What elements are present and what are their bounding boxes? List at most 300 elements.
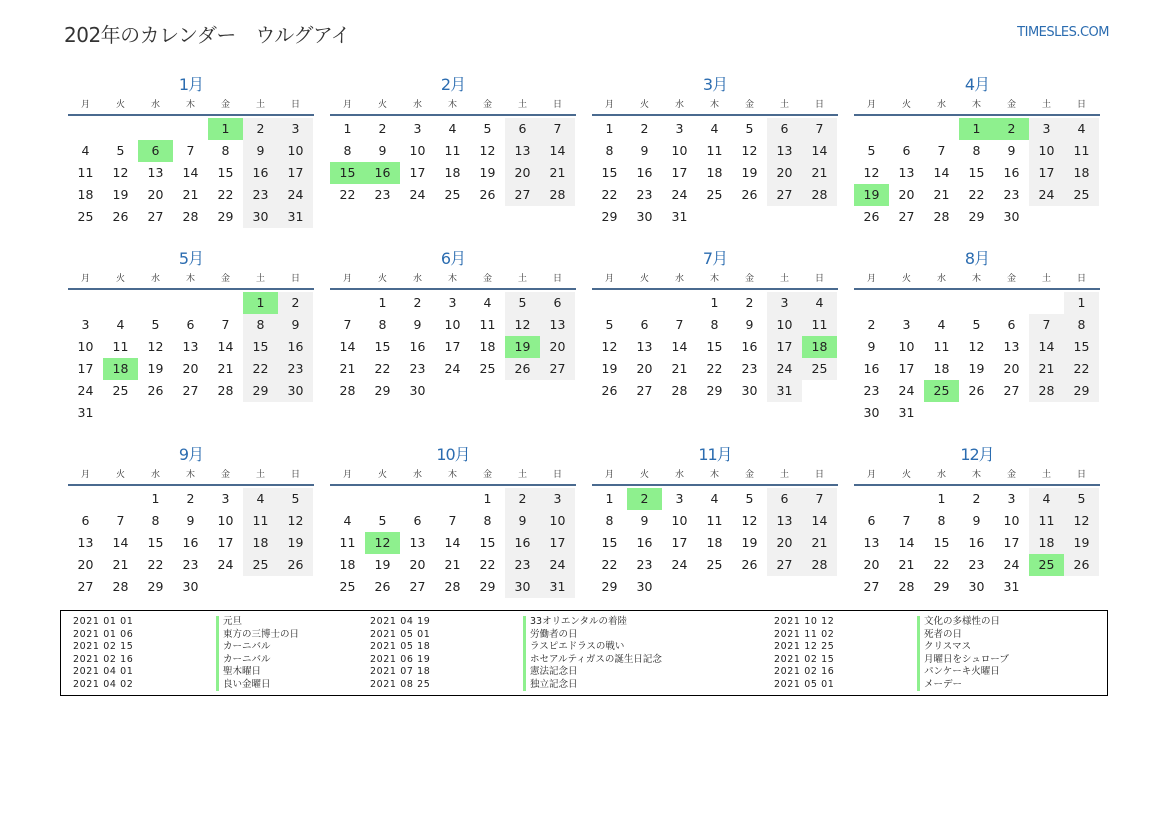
day-cell: 5: [151, 317, 160, 332]
weekday-label: 土: [1041, 274, 1051, 284]
weekday-label: 月: [342, 470, 352, 480]
day-cell: 16: [409, 339, 426, 354]
site-link[interactable]: TIMESLES.COM: [1017, 25, 1109, 40]
day-cell: 10: [278, 140, 313, 162]
weekday-label: 木: [185, 470, 195, 480]
day-cell: 21: [1029, 358, 1064, 380]
weekday-label: 木: [971, 274, 981, 284]
day-cell: 6: [413, 513, 422, 528]
day-cell: 24: [540, 554, 575, 576]
day-cell: 11: [479, 317, 496, 332]
weekday-label: 土: [255, 274, 265, 284]
day-cell: 30: [243, 206, 278, 228]
day-grid: [854, 486, 1100, 598]
day-cell: 4: [710, 121, 719, 136]
day-cell: 26: [968, 383, 985, 398]
day-cell: 11: [706, 143, 723, 158]
holiday-date: 2021 04 01: [73, 666, 134, 677]
day-cell: 8: [243, 314, 278, 336]
day-cell: 5: [378, 513, 387, 528]
holiday-day-cell: 1: [243, 292, 278, 314]
weekday-header: [330, 96, 576, 116]
day-cell: 13: [77, 535, 94, 550]
day-cell: 25: [339, 579, 356, 594]
day-cell: 12: [278, 510, 313, 532]
holiday-name: 東方の三博士の日: [216, 629, 299, 642]
empty-cell: [924, 118, 959, 140]
day-cell: 18: [706, 535, 723, 550]
day-cell: 30: [636, 579, 653, 594]
weekday-label: 金: [744, 100, 754, 110]
holiday-day-cell: 19: [505, 336, 540, 358]
day-cell: 13: [409, 535, 426, 550]
weekday-label: 水: [412, 470, 422, 480]
day-cell: 25: [112, 383, 129, 398]
day-cell: 28: [217, 383, 234, 398]
day-cell: 14: [182, 165, 199, 180]
month-title: 12月: [960, 445, 994, 464]
month-title: 6月: [440, 249, 466, 268]
holiday-column: [370, 616, 690, 691]
day-cell: 7: [448, 513, 457, 528]
day-grid: [592, 486, 838, 598]
day-cell: 26: [112, 209, 129, 224]
weekday-header: [68, 270, 314, 290]
day-cell: 17: [671, 535, 688, 550]
weekday-label: 木: [447, 100, 457, 110]
day-cell: 1: [605, 491, 614, 506]
holiday-name: 文化の多様性の日: [917, 616, 1000, 629]
weekday-label: 月: [604, 274, 614, 284]
day-cell: 6: [505, 118, 540, 140]
day-cell: 29: [217, 209, 234, 224]
day-cell: 3: [675, 491, 684, 506]
day-cell: 3: [221, 491, 230, 506]
weekday-label: 月: [866, 100, 876, 110]
empty-cell: [889, 118, 924, 140]
day-cell: 14: [1029, 336, 1064, 358]
day-cell: 11: [706, 513, 723, 528]
day-cell: 17: [540, 532, 575, 554]
day-cell: 5: [605, 317, 614, 332]
day-cell: 2: [867, 317, 876, 332]
weekday-label: 金: [1006, 100, 1016, 110]
holiday-date: 2021 11 02: [774, 628, 835, 640]
day-cell: 20: [863, 557, 880, 572]
day-cell: 10: [671, 513, 688, 528]
day-cell: 1: [605, 121, 614, 136]
empty-cell: [173, 118, 208, 140]
holiday-name: 月曜日をシュローブ: [917, 654, 1009, 667]
weekday-label: 土: [517, 100, 527, 110]
day-cell: 16: [243, 162, 278, 184]
day-cell: 16: [636, 165, 653, 180]
empty-cell: [662, 292, 697, 314]
day-cell: 23: [278, 358, 313, 380]
weekday-label: 水: [936, 470, 946, 480]
weekday-label: 木: [709, 470, 719, 480]
day-cell: 25: [77, 209, 94, 224]
day-cell: 14: [898, 535, 915, 550]
holiday-row: [370, 616, 690, 629]
day-cell: 15: [243, 336, 278, 358]
weekday-header: [592, 466, 838, 486]
day-cell: 2: [972, 491, 981, 506]
month-8: [854, 248, 1100, 424]
day-cell: 16: [636, 535, 653, 550]
holiday-name: 元旦: [216, 616, 242, 629]
day-cell: 9: [640, 143, 649, 158]
day-cell: 29: [1064, 380, 1099, 402]
empty-cell: [365, 488, 400, 510]
day-cell: 26: [505, 358, 540, 380]
holiday-date: 2021 12 25: [774, 641, 835, 652]
holiday-day-cell: 18: [802, 336, 837, 358]
day-cell: 20: [505, 162, 540, 184]
day-cell: 1: [710, 295, 719, 310]
month-11: [592, 444, 838, 598]
day-cell: 2: [413, 295, 422, 310]
day-cell: 30: [863, 405, 880, 420]
day-cell: 6: [540, 292, 575, 314]
day-cell: 28: [339, 383, 356, 398]
weekday-label: 月: [80, 470, 90, 480]
day-cell: 15: [1064, 336, 1099, 358]
day-cell: 28: [444, 579, 461, 594]
day-cell: 20: [182, 361, 199, 376]
day-cell: 31: [1003, 579, 1020, 594]
day-cell: 23: [863, 383, 880, 398]
day-cell: 13: [1003, 339, 1020, 354]
day-cell: 10: [1029, 140, 1064, 162]
day-cell: 22: [1064, 358, 1099, 380]
empty-cell: [103, 292, 138, 314]
day-cell: 7: [116, 513, 125, 528]
weekday-label: 金: [1006, 274, 1016, 284]
day-cell: 17: [898, 361, 915, 376]
day-cell: 11: [1029, 510, 1064, 532]
weekday-label: 土: [1041, 470, 1051, 480]
day-cell: 3: [675, 121, 684, 136]
day-cell: 21: [540, 162, 575, 184]
day-cell: 3: [1007, 491, 1016, 506]
day-cell: 16: [1003, 165, 1020, 180]
holiday-name: カーニバル: [216, 654, 271, 667]
empty-cell: [68, 292, 103, 314]
day-cell: 13: [767, 510, 802, 532]
month-2: [330, 74, 576, 206]
day-cell: 17: [444, 339, 461, 354]
day-cell: 7: [343, 317, 352, 332]
day-cell: 22: [968, 187, 985, 202]
holiday-row: [370, 629, 690, 642]
day-cell: 23: [409, 361, 426, 376]
day-cell: 12: [863, 165, 880, 180]
day-cell: 14: [540, 140, 575, 162]
day-cell: 8: [605, 143, 614, 158]
day-cell: 16: [968, 535, 985, 550]
weekday-label: 火: [115, 100, 125, 110]
empty-cell: [103, 118, 138, 140]
weekday-header: [68, 466, 314, 486]
weekday-label: 月: [866, 274, 876, 284]
day-cell: 4: [802, 292, 837, 314]
holiday-day-cell: 6: [138, 140, 173, 162]
weekday-label: 土: [779, 100, 789, 110]
day-cell: 6: [767, 488, 802, 510]
holiday-row: [370, 654, 690, 667]
day-cell: 21: [898, 557, 915, 572]
weekday-label: 金: [482, 274, 492, 284]
empty-cell: [103, 488, 138, 510]
day-cell: 31: [540, 576, 575, 598]
day-cell: 12: [112, 165, 129, 180]
weekday-label: 土: [517, 274, 527, 284]
day-cell: 9: [278, 314, 313, 336]
weekday-label: 火: [901, 274, 911, 284]
holiday-list: [60, 610, 1108, 696]
holiday-day-cell: 25: [1029, 554, 1064, 576]
day-cell: 15: [706, 339, 723, 354]
weekday-label: 木: [709, 274, 719, 284]
day-cell: 25: [479, 361, 496, 376]
day-cell: 6: [81, 513, 90, 528]
weekday-label: 水: [150, 100, 160, 110]
day-cell: 14: [933, 165, 950, 180]
weekday-label: 水: [412, 100, 422, 110]
day-cell: 19: [741, 535, 758, 550]
weekday-label: 木: [971, 100, 981, 110]
day-cell: 14: [671, 339, 688, 354]
weekday-label: 木: [447, 470, 457, 480]
day-grid: [854, 116, 1100, 228]
day-cell: 21: [671, 361, 688, 376]
day-cell: 27: [409, 579, 426, 594]
day-cell: 15: [374, 339, 391, 354]
month-title: 3月: [702, 75, 728, 94]
empty-cell: [854, 292, 889, 314]
holiday-row: [774, 629, 1094, 642]
day-cell: 13: [540, 314, 575, 336]
day-cell: 24: [1029, 184, 1064, 206]
day-cell: 5: [278, 488, 313, 510]
month-title: 9月: [178, 445, 204, 464]
day-cell: 14: [217, 339, 234, 354]
day-cell: 7: [540, 118, 575, 140]
day-cell: 10: [898, 339, 915, 354]
holiday-row: [73, 654, 393, 667]
day-cell: 3: [278, 118, 313, 140]
day-cell: 16: [505, 532, 540, 554]
holiday-row: [73, 616, 393, 629]
day-cell: 22: [601, 187, 618, 202]
day-cell: 29: [147, 579, 164, 594]
day-cell: 9: [867, 339, 876, 354]
day-cell: 20: [898, 187, 915, 202]
day-cell: 21: [182, 187, 199, 202]
day-cell: 18: [444, 165, 461, 180]
weekday-label: 火: [377, 100, 387, 110]
day-cell: 6: [1007, 317, 1016, 332]
holiday-day-cell: 1: [959, 118, 994, 140]
empty-cell: [138, 118, 173, 140]
month-title: 5月: [178, 249, 204, 268]
day-cell: 7: [902, 513, 911, 528]
page-title: 202年のカレンダー ウルグアイ: [64, 23, 351, 47]
day-cell: 20: [409, 557, 426, 572]
holiday-date: 2021 06 19: [370, 653, 431, 665]
holiday-date: 2021 02 15: [73, 641, 134, 652]
day-cell: 1: [151, 491, 160, 506]
day-cell: 5: [745, 491, 754, 506]
day-cell: 19: [1064, 532, 1099, 554]
day-cell: 10: [1003, 513, 1020, 528]
holiday-day-cell: 1: [208, 118, 243, 140]
holiday-day-cell: 16: [365, 162, 400, 184]
day-cell: 29: [706, 383, 723, 398]
month-5: [68, 248, 314, 424]
day-cell: 12: [505, 314, 540, 336]
day-cell: 20: [767, 532, 802, 554]
day-cell: 20: [636, 361, 653, 376]
day-grid: [592, 290, 838, 402]
day-cell: 3: [540, 488, 575, 510]
weekday-header: [592, 96, 838, 116]
empty-cell: [435, 488, 470, 510]
holiday-name: 良い金曜日: [216, 679, 271, 692]
day-cell: 5: [972, 317, 981, 332]
holiday-date: 2021 04 19: [370, 616, 431, 627]
day-cell: 6: [186, 317, 195, 332]
day-cell: 4: [448, 121, 457, 136]
day-cell: 29: [601, 209, 618, 224]
weekday-label: 日: [814, 274, 824, 284]
weekday-label: 火: [115, 274, 125, 284]
day-cell: 28: [1029, 380, 1064, 402]
holiday-name: パンケーキ火曜日: [917, 666, 1000, 679]
day-cell: 29: [374, 383, 391, 398]
day-cell: 29: [968, 209, 985, 224]
day-cell: 26: [741, 187, 758, 202]
day-cell: 26: [374, 579, 391, 594]
day-cell: 2: [186, 491, 195, 506]
holiday-row: [73, 679, 393, 692]
day-cell: 30: [1003, 209, 1020, 224]
month-7: [592, 248, 838, 402]
day-cell: 11: [243, 510, 278, 532]
day-cell: 22: [601, 557, 618, 572]
holiday-row: [370, 666, 690, 679]
holiday-date: 2021 05 01: [774, 678, 835, 690]
weekday-label: 木: [709, 100, 719, 110]
holiday-name: メーデー: [917, 679, 962, 692]
weekday-label: 日: [290, 470, 300, 480]
day-cell: 4: [710, 491, 719, 506]
day-cell: 24: [671, 557, 688, 572]
empty-cell: [330, 488, 365, 510]
day-cell: 3: [413, 121, 422, 136]
month-12: [854, 444, 1100, 598]
day-cell: 15: [601, 535, 618, 550]
day-cell: 17: [767, 336, 802, 358]
day-cell: 12: [479, 143, 496, 158]
day-cell: 8: [972, 143, 981, 158]
weekday-label: 金: [744, 470, 754, 480]
day-cell: 7: [675, 317, 684, 332]
empty-cell: [592, 292, 627, 314]
weekday-label: 木: [185, 274, 195, 284]
day-cell: 20: [540, 336, 575, 358]
day-cell: 31: [671, 209, 688, 224]
empty-cell: [959, 292, 994, 314]
day-cell: 13: [505, 140, 540, 162]
day-cell: 18: [706, 165, 723, 180]
weekday-label: 日: [1076, 274, 1086, 284]
day-cell: 7: [937, 143, 946, 158]
weekday-label: 金: [220, 100, 230, 110]
day-cell: 9: [413, 317, 422, 332]
day-cell: 9: [378, 143, 387, 158]
month-title: 10月: [436, 445, 470, 464]
day-cell: 3: [767, 292, 802, 314]
empty-cell: [627, 292, 662, 314]
day-cell: 4: [81, 143, 90, 158]
day-cell: 30: [741, 383, 758, 398]
day-cell: 27: [147, 209, 164, 224]
day-cell: 15: [601, 165, 618, 180]
day-cell: 10: [217, 513, 234, 528]
day-cell: 30: [636, 209, 653, 224]
day-cell: 28: [802, 554, 837, 576]
day-cell: 24: [444, 361, 461, 376]
holiday-date: 2021 01 06: [73, 628, 134, 640]
month-title: 8月: [964, 249, 990, 268]
day-cell: 1: [343, 121, 352, 136]
day-cell: 22: [243, 358, 278, 380]
weekday-label: 日: [1076, 100, 1086, 110]
weekday-label: 日: [814, 470, 824, 480]
day-grid: [330, 116, 576, 206]
weekday-label: 日: [1076, 470, 1086, 480]
weekday-label: 土: [255, 470, 265, 480]
day-cell: 23: [741, 361, 758, 376]
day-cell: 17: [1029, 162, 1064, 184]
day-cell: 8: [1064, 314, 1099, 336]
day-cell: 19: [479, 165, 496, 180]
holiday-row: [370, 679, 690, 692]
day-cell: 26: [147, 383, 164, 398]
weekday-header: [854, 96, 1100, 116]
day-cell: 22: [706, 361, 723, 376]
day-cell: 7: [1029, 314, 1064, 336]
holiday-day-cell: 12: [365, 532, 400, 554]
day-cell: 11: [77, 165, 94, 180]
holiday-name: 聖木曜日: [216, 666, 261, 679]
day-cell: 12: [147, 339, 164, 354]
empty-cell: [1029, 292, 1064, 314]
weekday-label: 日: [552, 470, 562, 480]
holiday-date: 2021 02 16: [774, 666, 835, 677]
day-cell: 2: [243, 118, 278, 140]
day-cell: 12: [601, 339, 618, 354]
month-1: [68, 74, 314, 228]
day-cell: 18: [1029, 532, 1064, 554]
day-cell: 25: [802, 358, 837, 380]
day-cell: 6: [867, 513, 876, 528]
day-cell: 10: [540, 510, 575, 532]
weekday-header: [854, 270, 1100, 290]
day-cell: 16: [741, 339, 758, 354]
